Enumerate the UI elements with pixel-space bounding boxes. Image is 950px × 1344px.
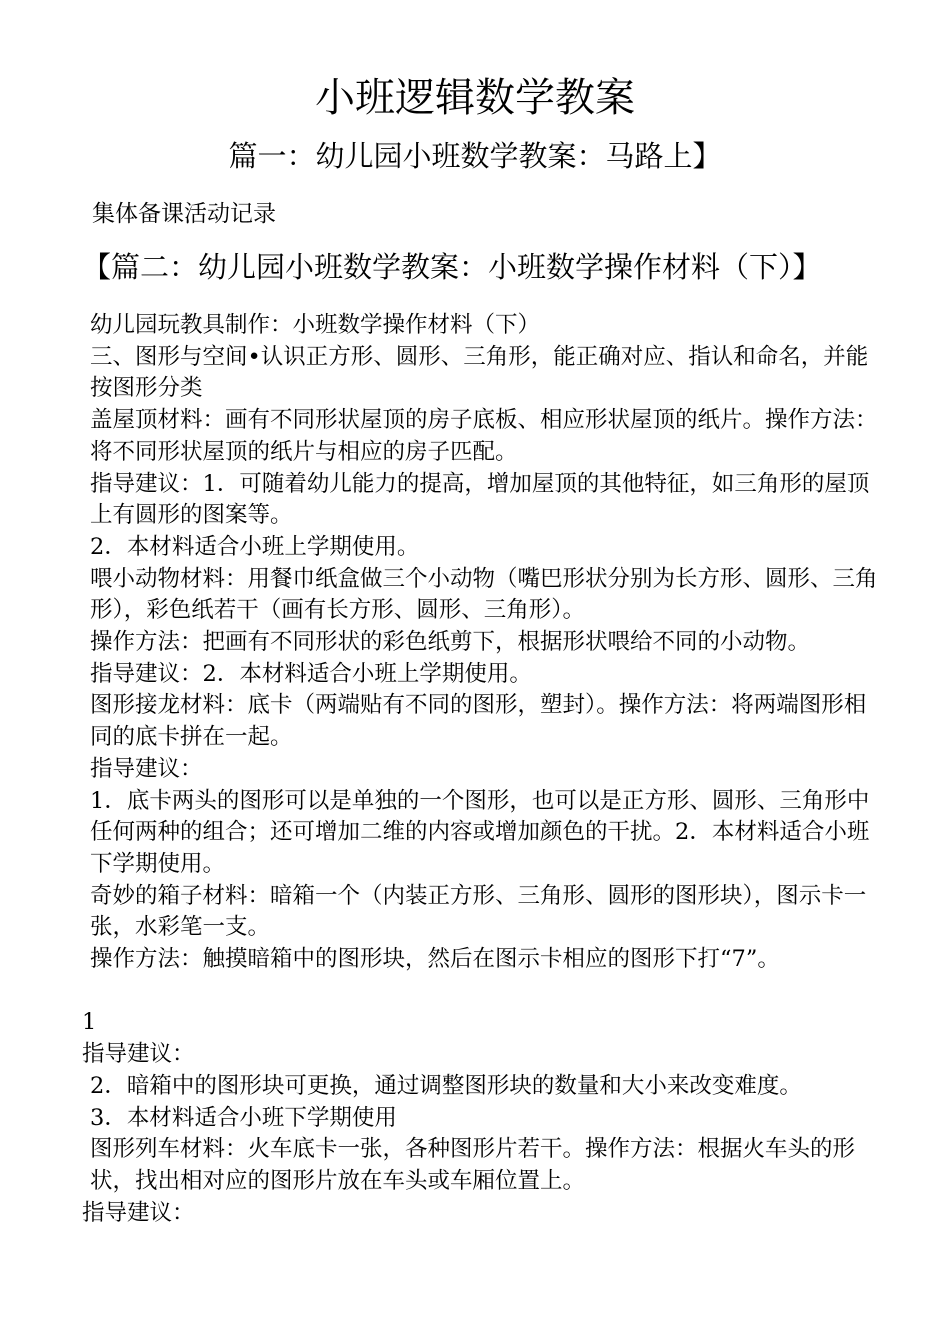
page-number: 1	[82, 1009, 97, 1036]
paragraph-shape-train: 图形列车材料：火车底卡一张，各种图形片若干。操作方法：根据火车头的形状，找出相对应的图形片放在车头或车厢位置上。	[90, 1136, 856, 1194]
paragraph-feed-animals: 喂小动物材料：用餐巾纸盒做三个小动物（嘴巴形状分别为长方形、圆形、三角形），彩色纸若干（画有长方形、圆形、三角形）。	[90, 565, 878, 624]
document-body	[82, 310, 882, 1229]
paragraph-guidance: 3．本材料适合小班下学期使用	[90, 1104, 397, 1131]
paragraph-guidance: 指导建议：2．本材料适合小班上学期使用。	[90, 660, 532, 687]
paragraph-material-title: 幼儿园玩教具制作：小班数学操作材料（下）	[90, 312, 541, 338]
paragraph-guidance: 2．本材料适合小班上学期使用。	[90, 533, 420, 560]
paragraph-guidance: 指导建议：1．可随着幼儿能力的提高，增加屋顶的其他特征，如三角形的屋顶上有圆形的图案等。	[90, 470, 870, 529]
paragraph-shape-dominoes: 图形接龙材料：底卡（两端贴有不同的图形，塑封）。操作方法：将两端图形相同的底卡拼在一起。	[90, 692, 867, 751]
paragraph-operation: 操作方法：触摸暗箱中的图形块，然后在图示卡相应的图形下打“7”。	[90, 946, 780, 973]
paragraph-guidance-heading: 指导建议：	[82, 1041, 195, 1068]
paragraph-shape-space: 三、图形与空间•认识正方形、圆形、三角形，能正确对应、指认和命名，并能按图形分类	[90, 343, 869, 402]
paragraph-guidance-heading: 指导建议：	[90, 755, 203, 782]
record-note: 集体备课活动记录	[92, 201, 276, 227]
section-heading: 【篇二：幼儿园小班数学教案：小班数学操作材料（下）】	[82, 250, 822, 284]
paragraph-roof-material: 盖屋顶材料：画有不同形状屋顶的房子底板、相应形状屋顶的纸片。操作方法：将不同形状屋顶的纸片与相应的房子匹配。	[90, 407, 878, 465]
paragraph-guidance: 1．底卡两头的图形可以是单独的一个图形，也可以是正方形、圆形、三角形中任何两种的组合；还可增加二维的内容或增加颜色的干扰。2．本材料适合小班下学期使用。	[90, 787, 870, 877]
paragraph-guidance: 2．暗箱中的图形块可更换，通过调整图形块的数量和大小来改变难度。	[90, 1072, 802, 1099]
paragraph-guidance-heading: 指导建议：	[82, 1199, 195, 1226]
paragraph-magic-box: 奇妙的箱子材料：暗箱一个（内装正方形、三角形、圆形的图形块），图示卡一张，水彩笔一支。	[90, 882, 867, 941]
blank-line	[82, 976, 882, 1008]
paragraph-operation: 操作方法：把画有不同形状的彩色纸剪下，根据形状喂给不同的小动物。	[90, 629, 811, 656]
document-title: 小班逻辑数学教案	[315, 75, 635, 121]
document-subtitle: 篇一：幼儿园小班数学教案：马路上】	[228, 139, 722, 173]
